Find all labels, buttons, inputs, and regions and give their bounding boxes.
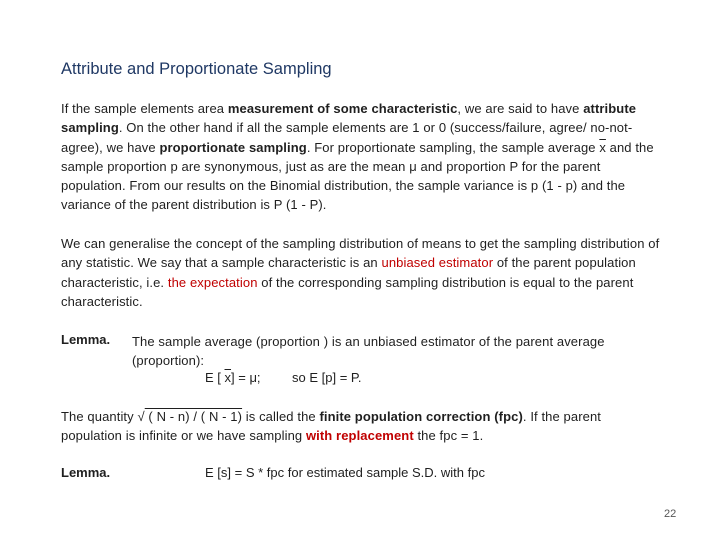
paragraph-unbiased-estimator (61, 234, 661, 311)
highlight-with-replacement: with replacement (305, 428, 414, 444)
text-run: . For proportionate sampling, the sample average (306, 139, 600, 155)
equation-estimated-sd: E [s] = S * fpc for estimated sample S.D. with fpc (205, 465, 485, 480)
x-bar-symbol: $\overline{x}$ (224, 370, 232, 385)
bold-term-fpc: finite population correction (fpc) (319, 409, 523, 424)
lemma-statement: The sample average (proportion ) is an unbiased estimator of the parent average (proportion): (132, 334, 605, 369)
text-run: is called the (242, 409, 320, 424)
text-run: If the sample elements area (61, 101, 228, 116)
text-run: , we are said to have (457, 101, 584, 116)
equation-expectation-mean (205, 370, 261, 385)
eq-text: E [ (205, 370, 225, 385)
lemma-label: Lemma. (61, 332, 111, 347)
sqrt-radicand: ( N - n) / ( N - 1) (144, 409, 243, 424)
text-run: of the corresponding sampling distribution is equal to the parent characteristic. (61, 274, 634, 309)
x-bar-symbol: $\overline{x}$ (599, 139, 606, 155)
bold-term-proportionate-sampling: proportionate sampling (159, 139, 307, 155)
bold-term-measurement: measurement of some characteristic (227, 101, 458, 116)
text-run: the fpc = 1. (413, 428, 484, 444)
text-run: of the parent population characteristic, i.e. (61, 255, 636, 290)
paragraph-attribute-sampling (61, 99, 661, 215)
lemma-label: Lemma. (61, 465, 111, 480)
page-number: 22 (664, 508, 677, 520)
equation-expectation-proportion: so E [p] = P. (292, 370, 362, 385)
sqrt-symbol: √ (137, 409, 145, 424)
highlight-unbiased-estimator: unbiased estimator (381, 255, 494, 271)
paragraph-fpc (61, 407, 661, 446)
slide-title: Attribute and Proportionate Sampling (61, 60, 332, 78)
text-run: The quantity (61, 409, 138, 424)
text-run: . If the parent population is infinite or we have sampling (61, 409, 601, 444)
eq-text: ] = μ; (231, 370, 261, 385)
text-run: and the sample proportion p are synonymous, just as are the mean μ and proportion P for the parent population. From our results on the Binomial distribution, the sample variance is p (1 - p) and the variance of the parent distribution is P (1 - P). (61, 139, 654, 213)
text-run: We can generalise the concept of the sampling distribution of means to get the sampling distribution of any statistic. We say that a sample characteristic is an (61, 236, 660, 271)
highlight-the-expectation: the expectation (167, 274, 258, 290)
bold-term-attribute-sampling: attribute sampling (61, 101, 637, 136)
text-run: . On the other hand if all the sample elements are 1 or 0 (success/failure, agree/ no-not-agree), we have (61, 120, 633, 155)
